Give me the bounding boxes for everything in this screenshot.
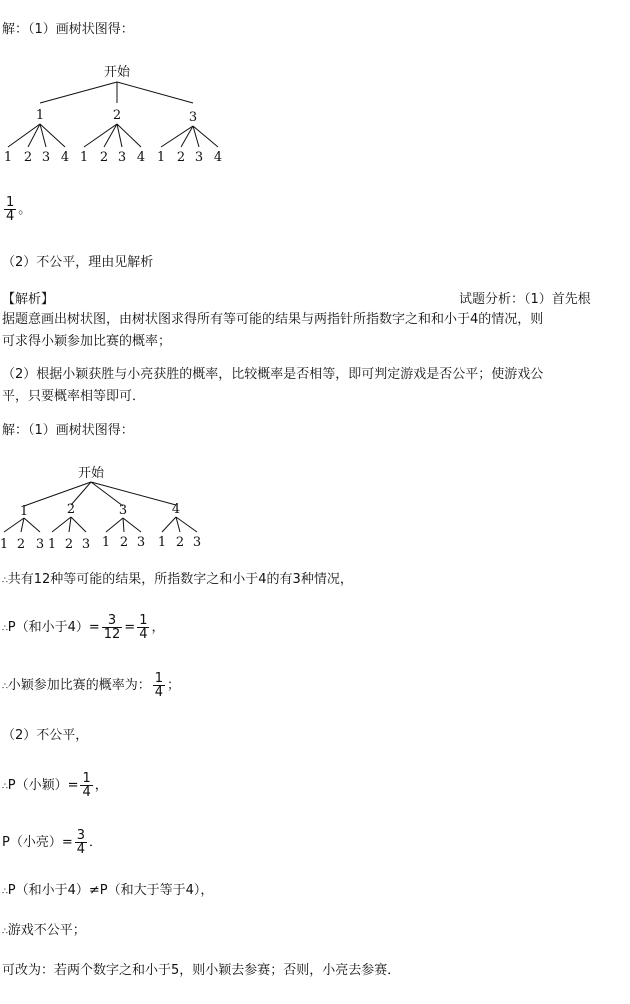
therefore-symbol: ∴ — [2, 887, 7, 897]
tree1-leaf: 2 — [23, 150, 33, 165]
step-xiaoying-probability — [2, 672, 180, 699]
tree2-leaf: 1 — [157, 535, 167, 550]
step-text: ． — [89, 835, 103, 850]
step-text: P（小亮）= — [2, 835, 73, 850]
analysis-line: 据题意画出树状图，由树状图求得所有等可能的结果与两指针所指数字之和和小于4的情况，则 — [2, 312, 544, 327]
tree-diagram-2 — [0, 458, 630, 558]
fraction-denominator: 12 — [103, 627, 121, 642]
fraction-1-4 — [137, 614, 149, 641]
fraction-numerator: 1 — [6, 195, 15, 210]
step-text: P（小颖）= — [7, 778, 79, 793]
tree2-branch-label: 2 — [66, 502, 76, 517]
therefore-symbol: ∴ — [2, 682, 7, 692]
tree2-root: 开始 — [77, 466, 105, 481]
step-probability-sum — [2, 614, 165, 641]
step-count — [2, 572, 353, 589]
fraction-denominator: 4 — [82, 785, 91, 800]
therefore-symbol: ∴ — [2, 576, 7, 586]
tree2-leaf: 2 — [64, 537, 74, 552]
analysis-paragraph-1 — [2, 309, 624, 353]
answer-1-suffix: 。 — [18, 202, 32, 217]
tree2-leaf: 1 — [101, 535, 111, 550]
tree1-leaf: 4 — [136, 150, 146, 165]
fraction-3-4 — [75, 829, 87, 856]
step-text: 游戏不公平； — [7, 923, 86, 938]
analysis-header: 【解析】 — [2, 292, 55, 307]
analysis-line: 平，只要概率相等即可． — [2, 389, 146, 404]
tree2-leaf: 3 — [192, 535, 202, 550]
tree1-leaf: 3 — [194, 150, 204, 165]
fraction-numerator: 1 — [82, 771, 91, 786]
solution-1-heading: 解：（1）画树状图得： — [2, 22, 134, 37]
tree2-branch-label: 3 — [118, 503, 128, 518]
fraction-3-12 — [102, 614, 123, 641]
step-p-xiaoliang — [2, 829, 102, 856]
tree2-leaf: 2 — [175, 535, 185, 550]
fraction-denominator: 4 — [6, 209, 15, 224]
tree2-leaf: 1 — [0, 537, 9, 552]
step-text: ， — [94, 778, 108, 793]
step-text: ； — [167, 678, 181, 693]
step-text: P（和小于4）≠P（和大于等于4）， — [7, 883, 214, 898]
fraction-1-4 — [80, 772, 92, 799]
tree1-leaf: 3 — [41, 150, 51, 165]
step-compare — [2, 883, 213, 900]
tree2-branch-label: 1 — [19, 504, 29, 519]
step-text: ， — [151, 620, 165, 635]
analysis-line: 可求得小颖参加比赛的概率； — [2, 334, 172, 349]
fraction-numerator: 1 — [154, 671, 164, 686]
tree-diagram-1 — [0, 55, 630, 230]
answer-1 — [2, 196, 31, 223]
tree2-branch-label: 4 — [171, 502, 181, 517]
analysis-paragraph-2 — [2, 364, 624, 408]
tree2-leaf: 2 — [119, 535, 129, 550]
fraction-denominator: 4 — [154, 685, 164, 700]
tree2-leaf: 3 — [81, 537, 91, 552]
analysis-line: （2）根据小颖获胜与小亮获胜的概率，比较概率是否相等，即可判定游戏是否公平；使游戏公 — [2, 367, 544, 382]
tree1-branch-label: 1 — [35, 108, 45, 123]
step-p-xiaoying — [2, 772, 108, 799]
fraction-denominator: 4 — [139, 627, 148, 642]
step-text: 小颖参加比赛的概率为： — [7, 678, 151, 693]
tree1-leaf: 2 — [99, 150, 109, 165]
fraction-1-4 — [153, 672, 165, 699]
tree2-leaf: 1 — [47, 537, 57, 552]
tree2-leaf: 2 — [16, 537, 26, 552]
therefore-symbol: ∴ — [2, 782, 7, 792]
analysis-solution-1-heading: 解：（1）画树状图得： — [2, 423, 134, 438]
tree1-leaf: 2 — [176, 150, 186, 165]
equals-sign: = — [124, 620, 136, 635]
tree1-leaf: 1 — [79, 150, 89, 165]
tree1-branch-label: 3 — [188, 110, 198, 125]
therefore-symbol: ∴ — [2, 624, 7, 634]
tree1-leaf: 3 — [117, 150, 127, 165]
solution-2-heading: （2）不公平，理由见解析 — [2, 255, 154, 270]
step-conclusion — [2, 923, 86, 940]
tree1-root: 开始 — [103, 65, 131, 80]
tree1-leaf: 4 — [60, 150, 70, 165]
tree1-leaf: 1 — [3, 150, 13, 165]
therefore-symbol: ∴ — [2, 927, 7, 937]
tree1-leaf: 1 — [156, 150, 166, 165]
analysis-lead: 试题分析：（1）首先根 — [459, 292, 591, 307]
tree1-branch-label: 2 — [112, 108, 122, 123]
tree2-leaf: 3 — [35, 537, 45, 552]
fraction-denominator: 4 — [76, 842, 86, 857]
tree2-leaf: 3 — [136, 535, 146, 550]
step-modification: 可改为：若两个数字之和小于5，则小颖去参赛；否则，小亮去参赛． — [2, 963, 401, 978]
answer-1-fraction — [4, 196, 16, 223]
fraction-numerator: 3 — [102, 614, 123, 628]
step-unfair: （2）不公平， — [2, 728, 89, 743]
step-text: P（和小于4）= — [7, 620, 100, 635]
fraction-numerator: 1 — [139, 613, 148, 628]
step-text: 共有12种等可能的结果，所指数字之和小于4的有3种情况， — [7, 572, 353, 587]
tree1-leaf: 4 — [213, 150, 223, 165]
fraction-numerator: 3 — [76, 828, 86, 843]
